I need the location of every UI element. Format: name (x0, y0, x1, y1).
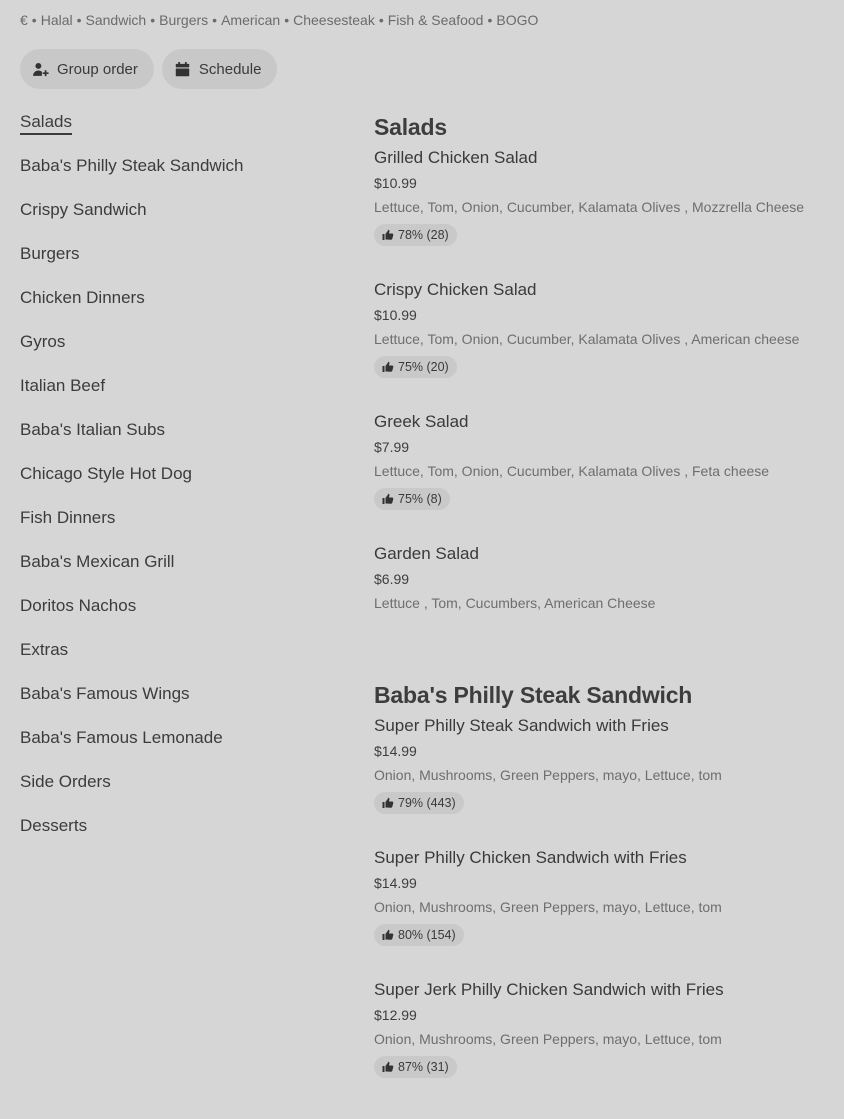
store-tags: € • Halal • Sandwich • Burgers • American • Cheesesteak • Fish & Seafood • BOGO (20, 12, 539, 28)
item-price: $6.99 (374, 571, 410, 587)
menu-item[interactable] (374, 846, 824, 978)
item-price: $14.99 (374, 743, 417, 759)
item-name: Garden Salad (374, 544, 479, 563)
nav-item-desserts[interactable]: Desserts (20, 816, 88, 835)
thumbs-up-icon (382, 229, 394, 241)
thumbs-up-icon (382, 493, 394, 505)
menu-section-philly-steak-sandwich (374, 682, 824, 1110)
nav-item-crispy-sandwich[interactable]: Crispy Sandwich (20, 200, 147, 219)
item-price: $14.99 (374, 875, 417, 891)
group-order-label: Group order (57, 60, 138, 78)
nav-item-extras[interactable]: Extras (20, 640, 69, 659)
thumbs-up-icon (382, 1061, 394, 1073)
item-description: Onion, Mushrooms, Green Peppers, mayo, Lettuce, tom (374, 767, 722, 783)
item-description: Lettuce, Tom, Onion, Cucumber, Kalamata Olives , Mozzrella Cheese (374, 199, 805, 215)
group-order-button[interactable] (20, 49, 154, 89)
rating-badge (374, 1056, 457, 1078)
thumbs-up-icon (382, 797, 394, 809)
nav-item-gyros[interactable]: Gyros (20, 332, 66, 351)
item-name: Crispy Chicken Salad (374, 280, 537, 299)
tag: BOGO (496, 12, 539, 28)
nav-item-fish-dinners[interactable]: Fish Dinners (20, 508, 116, 527)
tag: Fish & Seafood (387, 12, 484, 28)
item-price: $7.99 (374, 439, 410, 455)
rating-value: 79% (443) (398, 796, 456, 810)
tag: Burgers (159, 12, 209, 28)
thumbs-up-icon (382, 929, 394, 941)
menu-category-nav (20, 110, 340, 848)
tag: Sandwich (85, 12, 147, 28)
item-description: Lettuce, Tom, Onion, Cucumber, Kalamata Olives , American cheese (374, 331, 800, 347)
nav-item-doritos-nachos[interactable]: Doritos Nachos (20, 596, 137, 615)
calendar-icon (174, 61, 191, 78)
menu-item[interactable] (374, 146, 824, 278)
item-description: Onion, Mushrooms, Green Peppers, mayo, Lettuce, tom (374, 899, 722, 915)
menu-item[interactable] (374, 410, 824, 542)
menu-item[interactable] (374, 542, 824, 674)
nav-item-chicago-hot-dog[interactable]: Chicago Style Hot Dog (20, 464, 192, 483)
item-description: Lettuce , Tom, Cucumbers, American Cheese (374, 595, 656, 611)
nav-item-chicken-dinners[interactable]: Chicken Dinners (20, 288, 145, 307)
rating-value: 75% (20) (398, 360, 449, 374)
nav-item-philly-steak-sandwich[interactable]: Baba's Philly Steak Sandwich (20, 156, 244, 175)
rating-value: 87% (31) (398, 1060, 449, 1074)
tag: € (20, 12, 28, 28)
tag: Cheesesteak (293, 12, 375, 28)
item-name: Grilled Chicken Salad (374, 148, 538, 167)
menu-item[interactable] (374, 978, 824, 1110)
nav-item-famous-lemonade[interactable]: Baba's Famous Lemonade (20, 728, 223, 747)
schedule-button[interactable] (162, 49, 278, 89)
tag: Halal (40, 12, 73, 28)
thumbs-up-icon (382, 361, 394, 373)
item-name: Super Jerk Philly Chicken Sandwich with Fries (374, 980, 724, 999)
menu-item[interactable] (374, 714, 824, 846)
item-price: $12.99 (374, 1007, 417, 1023)
rating-badge (374, 792, 464, 814)
rating-value: 80% (154) (398, 928, 456, 942)
item-name: Super Philly Chicken Sandwich with Fries (374, 848, 687, 867)
order-actions (20, 49, 277, 89)
section-title: Baba's Philly Steak Sandwich (374, 682, 693, 708)
item-description: Onion, Mushrooms, Green Peppers, mayo, Lettuce, tom (374, 1031, 722, 1047)
nav-item-famous-wings[interactable]: Baba's Famous Wings (20, 684, 190, 703)
rating-badge (374, 224, 457, 246)
nav-item-burgers[interactable]: Burgers (20, 244, 80, 263)
nav-item-salads[interactable]: Salads (20, 110, 340, 144)
rating-badge (374, 924, 464, 946)
tag: American (221, 12, 281, 28)
nav-item-side-orders[interactable]: Side Orders (20, 772, 111, 791)
rating-badge (374, 488, 450, 510)
rating-value: 75% (8) (398, 492, 442, 506)
item-description: Lettuce, Tom, Onion, Cucumber, Kalamata Olives , Feta cheese (374, 463, 770, 479)
item-name: Greek Salad (374, 412, 469, 431)
rating-value: 78% (28) (398, 228, 449, 242)
section-title: Salads (374, 114, 447, 140)
menu-section-salads (374, 114, 824, 674)
nav-item-italian-beef[interactable]: Italian Beef (20, 376, 106, 395)
rating-badge (374, 356, 457, 378)
menu-item[interactable] (374, 278, 824, 410)
schedule-label: Schedule (198, 60, 262, 78)
item-price: $10.99 (374, 175, 417, 191)
nav-item-mexican-grill[interactable]: Baba's Mexican Grill (20, 552, 175, 571)
nav-item-italian-subs[interactable]: Baba's Italian Subs (20, 420, 166, 439)
add-person-icon (32, 61, 49, 78)
item-price: $10.99 (374, 307, 417, 323)
item-name: Super Philly Steak Sandwich with Fries (374, 716, 669, 735)
